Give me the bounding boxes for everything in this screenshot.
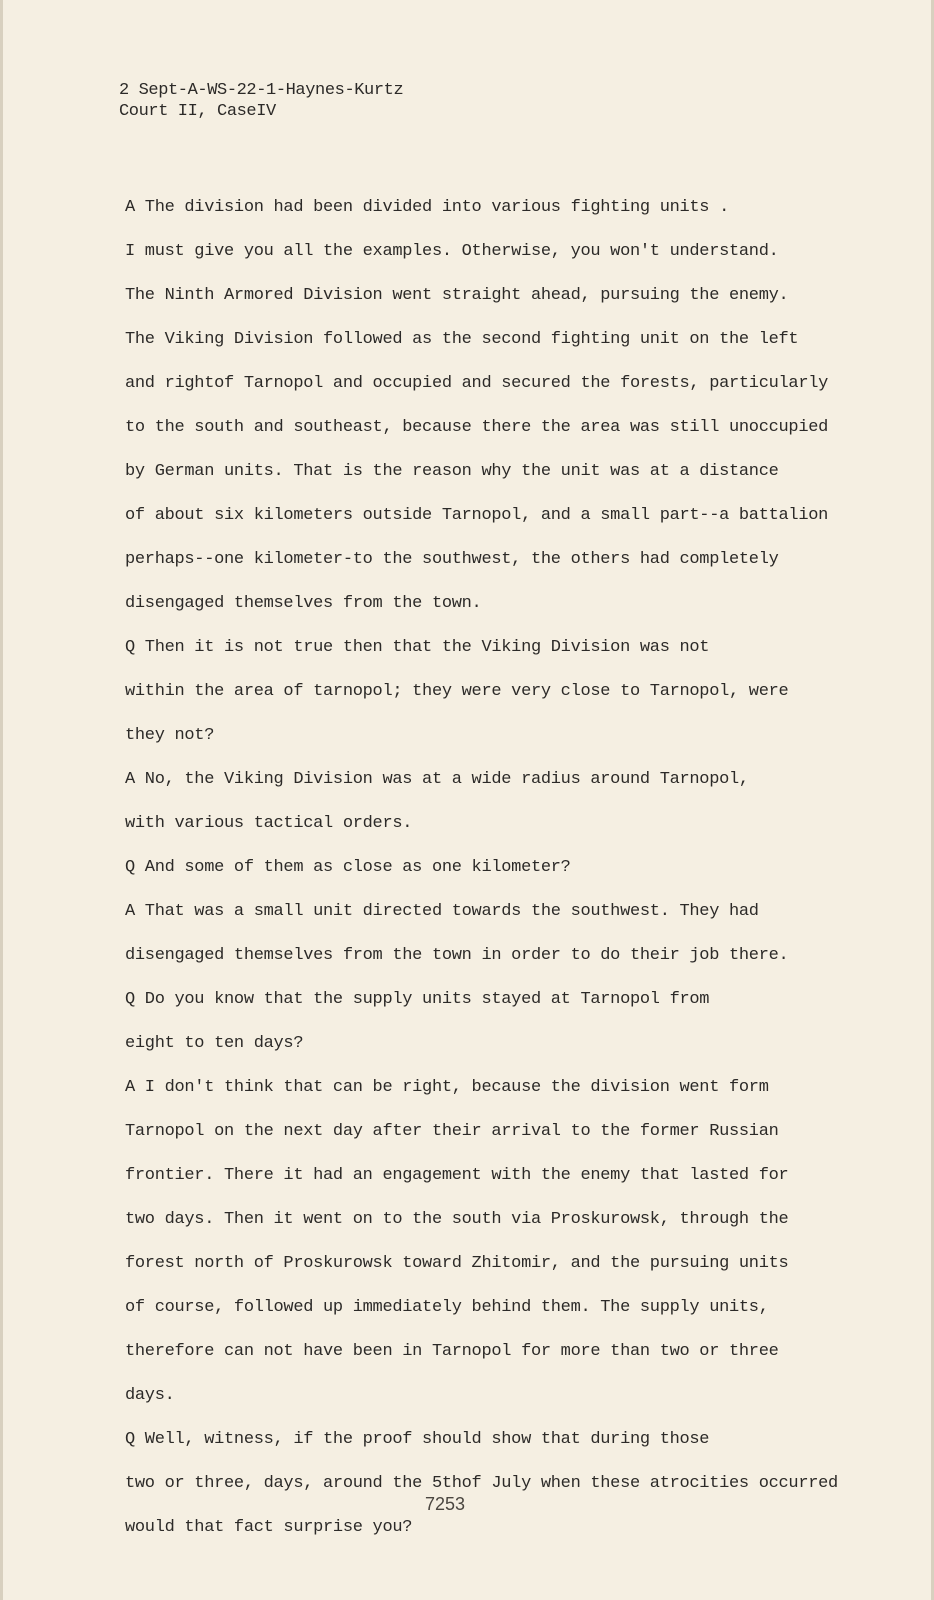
transcript-line: and rightof Tarnopol and occupied and secured the forests, particularly <box>125 374 829 393</box>
transcript-line: A No, the Viking Division was at a wide radius around Tarnopol, <box>125 770 749 789</box>
transcript-line: two days. Then it went on to the south via Proskurowsk, through the <box>125 1210 789 1229</box>
transcript-line: frontier. There it had an engagement with the enemy that lasted for <box>125 1166 789 1185</box>
header-reference-line: 2 Sept-A-WS-22-1-Haynes-Kurtz <box>119 81 404 100</box>
transcript-line: Q Then it is not true then that the Viking Division was not <box>125 638 710 657</box>
transcript-line: Q Do you know that the supply units stayed at Tarnopol from <box>125 990 710 1009</box>
header-court-line: Court II, CaseIV <box>119 102 276 121</box>
transcript-line: eight to ten days? <box>125 1034 304 1053</box>
transcript-line: days. <box>125 1386 175 1405</box>
transcript-line: with various tactical orders. <box>125 814 413 833</box>
transcript-line: perhaps--one kilometer-to the southwest, the others had completely <box>125 550 779 569</box>
transcript-line: therefore can not have been in Tarnopol for more than two or three <box>125 1342 779 1361</box>
document-header <box>119 80 403 122</box>
transcript-line: would that fact surprise you? <box>125 1518 413 1537</box>
transcript-line: Q Well, witness, if the proof should show that during those <box>125 1430 710 1449</box>
transcript-line: A That was a small unit directed towards the southwest. They had <box>125 902 759 921</box>
transcript-line: to the south and southeast, because there the area was still unoccupied <box>125 418 829 437</box>
transcript-line: Tarnopol on the next day after their arrival to the former Russian <box>125 1122 779 1141</box>
transcript-line: two or three, days, around the 5thof July when these atrocities occurred <box>125 1474 838 1493</box>
transcript-line: of about six kilometers outside Tarnopol, and a small part--a battalion <box>125 506 829 525</box>
transcript-line: disengaged themselves from the town in order to do their job there. <box>125 946 789 965</box>
transcript-line: forest north of Proskurowsk toward Zhitomir, and the pursuing units <box>125 1254 789 1273</box>
page-number: 7253 <box>425 1494 466 1514</box>
transcript-line: The Ninth Armored Division went straight ahead, pursuing the enemy. <box>125 286 789 305</box>
transcript-line: of course, followed up immediately behind them. The supply units, <box>125 1298 769 1317</box>
transcript-line: they not? <box>125 726 215 745</box>
transcript-line: I must give you all the examples. Otherwise, you won't understand. <box>125 242 779 261</box>
transcript-line: A The division had been divided into various fighting units . <box>125 198 730 217</box>
transcript-line: disengaged themselves from the town. <box>125 594 482 613</box>
transcript-line: Q And some of them as close as one kilometer? <box>125 858 571 877</box>
transcript-line: The Viking Division followed as the second fighting unit on the left <box>125 330 799 349</box>
transcript-line: A I don't think that can be right, because the division went form <box>125 1078 769 1097</box>
transcript-line: by German units. That is the reason why the unit was at a distance <box>125 462 779 481</box>
transcript-line: within the area of tarnopol; they were very close to Tarnopol, were <box>125 682 789 701</box>
